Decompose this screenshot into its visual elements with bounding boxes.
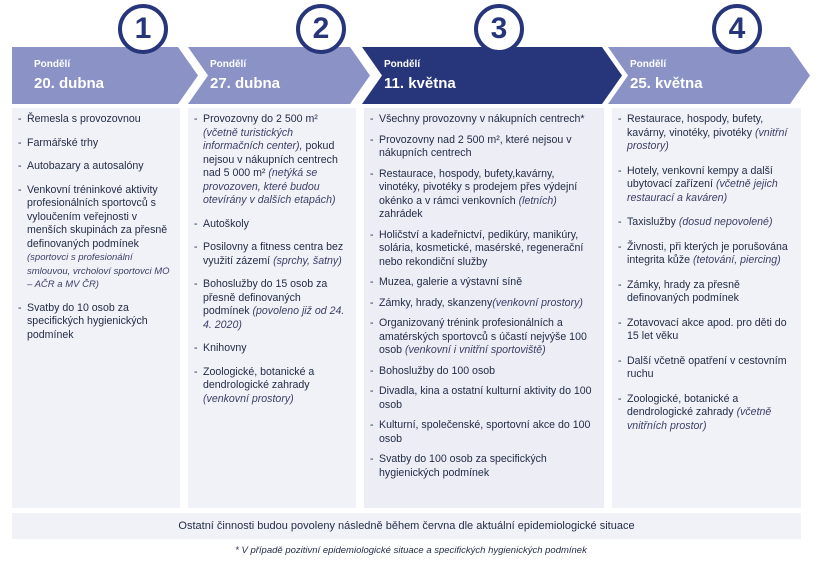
item-note: (venkovní prostory)	[492, 296, 583, 309]
item-note: (včetně vnitřních prostor)	[627, 406, 772, 432]
phase-banner-3	[362, 47, 622, 104]
phase-banner-4	[608, 47, 810, 104]
list-item: - Svatby do 10 osob za specifických hygienických podmínek	[18, 302, 174, 343]
phase-number-3: 3	[474, 4, 524, 54]
phase-items	[370, 113, 598, 480]
item-note: (vnitřní prostory)	[627, 126, 788, 152]
item-note: (povoleno již od 24. 4. 2020)	[203, 305, 345, 331]
list-item: - Svatby do 100 osob za specifických hygienických podmínek	[370, 453, 598, 480]
phase-number-2: 2	[296, 4, 346, 54]
list-item: - Bohoslužby do 15 osob za přesně definovaných podmínek (povoleno již od 24. 4. 2020)	[194, 278, 350, 332]
list-item: - Kulturní, společenské, sportovní akce do 100 osob	[370, 419, 598, 446]
bottom-note: Ostatní činnosti budou povoleny následně během června dle aktuální epidemiologické situace	[12, 513, 801, 539]
phase-column-1	[12, 108, 180, 508]
list-item: - Zámky, hrady, skanzeny(venkovní prostory)	[370, 297, 598, 311]
phase-number-4: 4	[712, 4, 762, 54]
list-item: - Další včetně opatření v cestovním ruchu	[618, 355, 795, 382]
item-note: (dosud nepovolené)	[678, 216, 773, 228]
item-note: (venkovní prostory)	[203, 392, 294, 405]
list-item: - Divadla, kina a ostatní kulturní aktivity do 100 osob	[370, 385, 598, 412]
phase-items	[618, 113, 795, 433]
list-item: - Autoškoly	[194, 218, 350, 232]
list-item: - Hotely, venkovní kempy a další ubytovací zařízení (včetně jejich restaurací a kaváren)	[618, 165, 795, 206]
phase-day: Pondělí	[630, 59, 667, 70]
list-item: - Autobazary a autosalóny	[18, 160, 174, 174]
phase-date: 20. dubna	[34, 75, 105, 92]
list-item: - Zoologické, botanické a dendrologické zahrady (venkovní prostory)	[194, 366, 350, 407]
list-item: - Zoologické, botanické a dendrologické zahrady (včetně vnitřních prostor)	[618, 393, 795, 434]
phase-items	[194, 113, 350, 406]
item-note: (tetování, piercing)	[692, 254, 781, 266]
item-note: (netýká se provozoven, které budou otevírány v dalších etapách)	[203, 167, 336, 206]
phase-column-3	[364, 108, 604, 508]
list-item: - Všechny provozovny v nákupních centrech*	[370, 113, 598, 127]
list-item: - Provozovny nad 2 500 m², které nejsou v nákupních centrech	[370, 134, 598, 161]
phase-number-1: 1	[118, 4, 168, 54]
item-note: (letních)	[518, 194, 557, 207]
list-item: - Zámky, hrady za přesně definovaných podmínek	[618, 279, 795, 306]
list-item: - Zotavovací akce apod. pro děti do 15 let věku	[618, 317, 795, 344]
item-note: (venkovní i vnitřní sportoviště)	[404, 344, 546, 356]
phase-column-2	[188, 108, 356, 508]
phase-items	[18, 113, 174, 342]
phase-day: Pondělí	[34, 59, 71, 70]
list-item: - Organizovaný trénink profesionálních a amatérských sportovců s účastí nejvýše 100 osob (venkovní i vnitřní sportoviště)	[370, 317, 598, 358]
list-item: - Farmářské trhy	[18, 137, 174, 151]
phase-banner-2	[188, 47, 370, 104]
list-item: - Řemesla s provozovnou	[18, 113, 174, 127]
list-item: - Muzea, galerie a výstavní síně	[370, 276, 598, 290]
list-item: - Bohoslužby do 100 osob	[370, 365, 598, 379]
phase-date: 27. dubna	[210, 75, 281, 92]
item-note: (sprchy, šatny)	[273, 254, 342, 267]
list-item: - Taxislužby (dosud nepovolené)	[618, 216, 795, 230]
list-item: - Provozovny do 2 500 m² (včetně turistických informačních center), pokud nejsou v nákupních centrech nad 5 000 m² (netýká se provozoven, které budou otevírány v dalších etapách)	[194, 113, 350, 208]
phase-banner-1	[12, 47, 198, 104]
list-item: - Knihovny	[194, 342, 350, 356]
list-item: - Restaurace, hospody, bufety, kavárny, vinotéky, pivotéky (vnitřní prostory)	[618, 113, 795, 154]
item-note: (včetně turistických informačních center),	[203, 126, 303, 152]
phase-column-4	[612, 108, 801, 508]
list-item: - Živnosti, při kterých je porušována integrita kůže (tetování, piercing)	[618, 241, 795, 268]
footnote: * V případě pozitivní epidemiologické situace a specifických hygienických podmínek	[235, 545, 587, 556]
phase-date: 11. května	[384, 75, 456, 92]
item-note: (sportovci s profesionální smlouvou, vrcholoví sportovci MO – AČR a MV ČR)	[27, 252, 170, 290]
item-note: (včetně jejich restaurací a kaváren)	[627, 178, 778, 204]
list-item: - Restaurace, hospody, bufety,kavárny, vinotéky, pivotéky s prodejem přes výdejní okénko a v rámci venkovních (letních) zahrádek	[370, 168, 598, 222]
phase-day: Pondělí	[210, 59, 247, 70]
list-item: - Posilovny a fitness centra bez využití zázemí (sprchy, šatny)	[194, 241, 350, 268]
phase-day: Pondělí	[384, 59, 421, 70]
phase-date: 25. května	[630, 75, 703, 92]
list-item: - Holičství a kadeřnictví, pedikúry, manikúry, solária, kosmetické, masérské, regenerační nebo rekondiční služby	[370, 229, 598, 270]
list-item: - Venkovní tréninkové aktivity profesionálních sportovců s vyloučením veřejnosti v menších skupinách za přesně definovaných podmínek (sportovci s profesionální smlouvou, vrcholoví sportovci MO – AČR a MV ČR)	[18, 184, 174, 292]
